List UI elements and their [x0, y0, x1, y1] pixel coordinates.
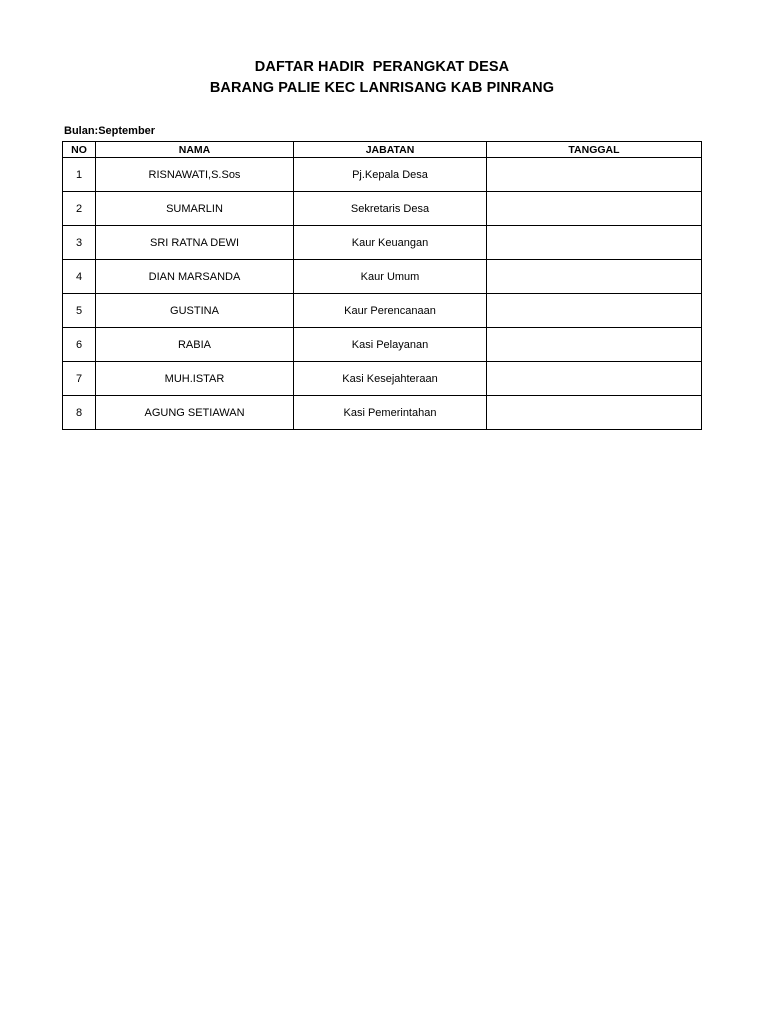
position-cell: Kaur Keuangan — [294, 226, 487, 260]
row-number: 2 — [63, 192, 96, 226]
date-cell — [487, 396, 702, 430]
position-cell: Kasi Pelayanan — [294, 328, 487, 362]
date-cell — [487, 260, 702, 294]
name-cell: DIAN MARSANDA — [96, 260, 294, 294]
document-title: DAFTAR HADIR PERANGKAT DESA — [254, 59, 510, 75]
date-cell — [487, 328, 702, 362]
name-cell: SUMARLIN — [96, 192, 294, 226]
date-cell — [487, 192, 702, 226]
table-header-row — [63, 142, 702, 158]
column-header-no: NO — [63, 142, 96, 158]
table-row — [63, 192, 702, 226]
row-number: 7 — [63, 362, 96, 396]
position-cell: Kasi Kesejahteraan — [294, 362, 487, 396]
row-number: 1 — [63, 158, 96, 192]
table-row — [63, 226, 702, 260]
document-subtitle: BARANG PALIE KEC LANRISANG KAB PINRANG — [209, 80, 555, 96]
name-cell: RABIA — [96, 328, 294, 362]
name-cell: AGUNG SETIAWAN — [96, 396, 294, 430]
row-number: 6 — [63, 328, 96, 362]
column-header-nama: NAMA — [96, 142, 294, 158]
date-cell — [487, 226, 702, 260]
attendance-table — [62, 141, 702, 430]
position-cell: Kaur Umum — [294, 260, 487, 294]
position-cell: Sekretaris Desa — [294, 192, 487, 226]
name-cell: SRI RATNA DEWI — [96, 226, 294, 260]
name-cell: MUH.ISTAR — [96, 362, 294, 396]
name-cell: RISNAWATI,S.Sos — [96, 158, 294, 192]
position-cell: Kasi Pemerintahan — [294, 396, 487, 430]
position-cell: Kaur Perencanaan — [294, 294, 487, 328]
row-number: 3 — [63, 226, 96, 260]
name-cell: GUSTINA — [96, 294, 294, 328]
table-row — [63, 260, 702, 294]
date-cell — [487, 158, 702, 192]
month-label: Bulan:September — [64, 125, 156, 137]
date-cell — [487, 294, 702, 328]
table-row — [63, 294, 702, 328]
column-header-tanggal: TANGGAL — [487, 142, 702, 158]
table-row — [63, 328, 702, 362]
position-cell: Pj.Kepala Desa — [294, 158, 487, 192]
row-number: 4 — [63, 260, 96, 294]
date-cell — [487, 362, 702, 396]
row-number: 5 — [63, 294, 96, 328]
column-header-jabatan: JABATAN — [294, 142, 487, 158]
table-row — [63, 396, 702, 430]
table-row — [63, 362, 702, 396]
row-number: 8 — [63, 396, 96, 430]
table-row — [63, 158, 702, 192]
